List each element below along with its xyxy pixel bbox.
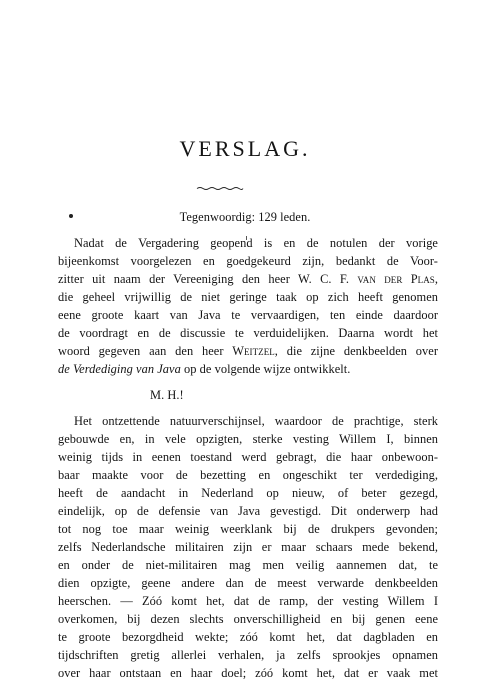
body-line: overkomen, bij dezen slechts onverschilligheid en bij genen eene [58,612,438,626]
intro-line [58,360,438,378]
intro-line: eene groote kaart van Java te vervaardigen, ten einde daardoor [58,308,438,322]
salutation: M. H.! [150,388,184,402]
body-line: heeft de aandacht in Nederland op nieuw, of beter gezegd, [58,486,438,500]
body-line: weinig tijds in eenen toestand werd gebragt, die haar onbewoon- [58,450,438,464]
attendance-line: Tegenwoordig: 129 leden. [179,210,311,224]
body-line: over haar ontstaan en haar doel; zóó komt het, dat er vaak met [58,666,438,680]
intro-line [58,270,438,288]
intro-text: zitter uit naam der Vereeniging den heer W. C. F. [58,272,358,286]
body-line: tot nog toe maar weinig weerklank bij de drukpers gevonden; [58,522,438,536]
page-title: VERSLAG. [179,136,311,161]
intro-line: bijeenkomst voorgelezen en goedgekeurd zijn, bedankt de Voor- [58,254,438,268]
body-line: Het ontzettende natuurverschijnsel, waardoor de prachtige, sterk [74,414,438,428]
body-line: gebouwde en, in vele opzigten, sterke vesting Willem I, binnen [58,432,438,446]
body-line: en onder de niet-militairen mag men veilig aannemen dat, te [58,558,438,572]
body-line: tijdschriften gretig allerlei verhalen, ja zelfs sprookjes opnamen [58,648,438,662]
intro-text: , [434,272,438,286]
title-ornament [196,186,244,191]
person-name: Weitzel [232,344,275,358]
body-line: heerschen. — Zóó komt het, dat de ramp, der vesting Willem I [58,594,438,608]
intro-line: Nadat de Vergadering geopend is en de notulen der vorige [74,236,438,250]
body-line: dien opzigte, geene andere dan de meest verwarde denkbeelden [58,576,438,590]
intro-line: de voordragt en de discussie te verduidelijken. Daarna wordt het [58,326,438,340]
body-line: baar maakte voor de bezetting en ongeschikt ter verdediging, [58,468,438,482]
intro-line: die geheel vrijwillig de niet geringe taak op zich heeft genomen [58,290,438,304]
intro-line [58,342,438,360]
body-line: eindelijk, op de defensie van Java gevestigd. Dit onderwerp had [58,504,438,518]
lecture-title: de Verdediging van Java [58,362,181,376]
intro-text: , die zijne denkbeelden over [274,344,438,358]
person-name: van der Plas [357,272,435,286]
body-line: zelfs Nederlandsche militairen zijn er maar schaars mede bekend, [58,540,438,554]
body-line: te groote bezorgdheid wekte; zóó komt het, dat dagbladen en [58,630,438,644]
intro-text: op de volgende wijze ontwikkelt. [180,362,351,376]
intro-text: woord gegeven aan den heer [58,344,233,358]
